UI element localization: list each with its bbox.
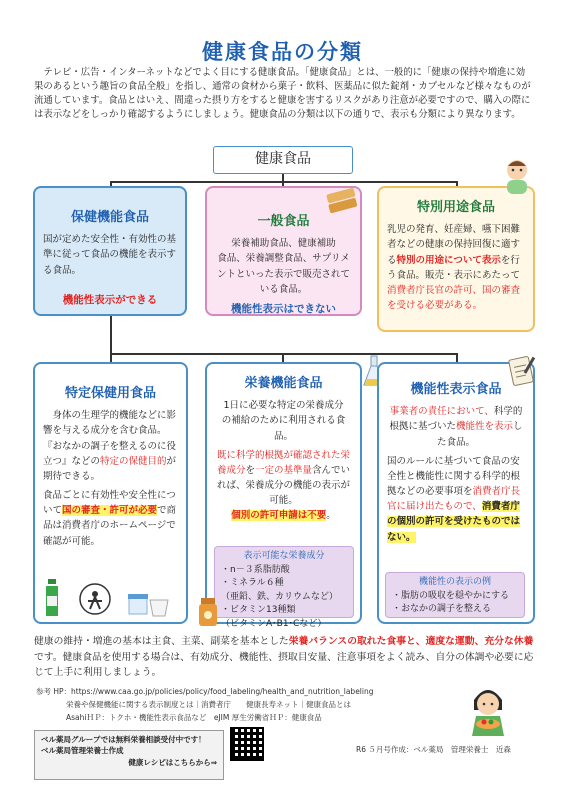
text-span-red: 機能性を表示 (455, 421, 513, 433)
card-title: 機能性表示食品 (410, 382, 502, 397)
note-line: ベル薬局グループでは無料栄養相談受付中です！ (41, 735, 206, 744)
text-span: した食品。 (436, 421, 523, 448)
qr-code-icon[interactable] (230, 727, 264, 761)
nutrient-list-box (214, 546, 354, 629)
yogurt-icon (126, 588, 170, 618)
root-category-box: 健康食品 (213, 146, 353, 174)
card-desc (215, 448, 352, 509)
text-span-red: 事業者の責任において、 (389, 406, 494, 418)
summary-paragraph (34, 634, 534, 681)
footer-credit: R6 ５月号作成：ベル薬局 管理栄養士 近森 (356, 745, 511, 754)
reference-url[interactable]: 参考 HP：https://www.caa.go.jp/policies/policy/food_labeling/health_and_nutrition_labeling (36, 687, 374, 696)
nutritionist-icon (458, 680, 518, 740)
card-tokubetsu-youto (377, 186, 535, 332)
connector-line (456, 353, 458, 362)
sub-box-title: 表示可能な栄養成分 (243, 551, 325, 561)
reference-item: 栄養や保健機能に関する表示制度とは｜消費者庁 健康長寿ネット｜健康食品とは (66, 699, 351, 709)
text-span: 乳児の発育、妊産婦、嚥下困難者などの健康の保持回復に適する (387, 224, 521, 266)
text-span-red: 消費者庁長官に届け出たもので、 (387, 486, 521, 513)
nutrient-item: ・ビタミン13種類 (221, 605, 296, 615)
example-item: ・おなかの調子を整える (392, 604, 492, 614)
connector-line (282, 353, 284, 362)
nutrient-item: ・n－３系脂肪酸 (221, 564, 290, 575)
text-span: 国のルールに基づいて食品の安全性と機能性に関する科学的根拠などの必要事項を (387, 455, 521, 498)
page-title: 健康食品の分類 (202, 40, 363, 64)
card-desc: 栄養補助食品、健康補助 (231, 238, 336, 250)
text-span: で商品は消費者庁のホームページで確認が可能。 (43, 505, 177, 547)
consultation-note-box (34, 730, 224, 780)
text-span-highlight: 特別の用途について表示 (396, 254, 501, 266)
card-desc: 食品、栄養調整食品、サプリメントといった表示で販売されている食品。 (216, 253, 350, 295)
connector-line (110, 353, 112, 362)
snack-bar-icon (325, 188, 359, 216)
card-desc (387, 222, 525, 313)
text-span: 身体の生理学的機能などに影響を与える成分を含む食品。『おなかの調子を整えるのに役立つ』などの (43, 410, 177, 467)
text-span: 含んでいれば、栄養成分の機能の表示が可能。 (216, 464, 351, 507)
nutrient-item: （亜鉛、鉄、カリウムなど） (221, 591, 338, 602)
text-span: を (245, 464, 255, 476)
connector-line (110, 316, 112, 354)
card-hoken-kinou (33, 186, 187, 316)
text-span: 科学的根拠に基づいた (389, 406, 523, 433)
text-span-red: 既に科学的根拠が確認された栄養成分 (216, 449, 350, 476)
reference-item: AsahiＨＰ：トクホ・機能性表示食品など eJIM 厚生労働省ＨＰ：健康食品 (66, 712, 322, 722)
text-span-red: 特定の保健目的 (100, 455, 167, 467)
card-note (215, 508, 352, 523)
text-span-highlight: 個別の許可申請は不要 (231, 510, 327, 522)
baby-icon (500, 158, 534, 198)
text-span-red: 一定の基準量 (255, 464, 313, 476)
supplement-bottle-icon (196, 597, 220, 627)
text-span: 。 (326, 510, 336, 522)
card-title: 栄養機能食品 (244, 376, 323, 391)
card-title: 保健機能食品 (70, 210, 149, 225)
text-span: を行う食品。販売・表示にあたって (387, 254, 521, 281)
text-span: です。健康食品を使用する場合は、有効成分、機能性、摂取目安量、注意事項をよく読み、自分の体調や必要に応じて上手に利用しましょう。 (34, 651, 534, 679)
note-line: ベル薬局管理栄養士作成 (41, 746, 124, 756)
card-title: 特定保健用食品 (64, 386, 156, 401)
tokuho-mark-icon (78, 582, 112, 616)
nutrient-item: ・ミネラル６種 (221, 578, 284, 588)
card-desc: 1日に必要な特定の栄養成分の補給のために利用される食品。 (221, 400, 346, 442)
function-example-box (385, 572, 525, 618)
nutrient-item: （ビタミンA･B1･Cなど） (221, 618, 327, 629)
tea-bottle-icon (40, 578, 64, 618)
text-span-red: 消費者庁長官の許可、国の審査を受ける必要がある。 (387, 284, 521, 312)
text-span: 健康の維持・増進の基本は主食、主菜、副菜を基本とした (34, 636, 289, 647)
card-desc (387, 454, 525, 545)
intro-paragraph: テレビ・広告・インターネットなどでよく目にする健康食品。「健康食品」とは、一般的に「健康の保持や増進に効果のあるという趣旨の食品全般」を指し、通常の食材から菓子・飲料、医薬品に似た錠剤・カプセルなど様々なものが流通しています。食品とはいえ、間違った摂り方をすると健康を害するリスクがあり注意が必要ですので、購入の際には表示などをしっかり確認するようにしましょう。健康食品の分類は以下の通りで、表示も分類により異なります。 (34, 67, 531, 121)
card-desc (43, 408, 178, 484)
card-desc (387, 404, 525, 450)
card-note: 機能性表示はできない (231, 302, 336, 315)
example-item: ・脂肪の吸収を穏やかにする (392, 590, 510, 601)
text-span: 食品ごとに有効性や安全性について (43, 490, 176, 517)
card-note: 機能性表示ができる (62, 293, 158, 306)
card-desc: 国が定めた安全性・有効性の基準に従って食品の機能を表示する食品。 (43, 234, 177, 276)
text-span-highlight: 国の審査・許可が必要 (62, 505, 158, 517)
text-span-highlight: 消費者庁の個別の許可を受けたものではない。 (387, 501, 521, 543)
clipboard-icon (508, 354, 536, 386)
text-span-highlight: 栄養バランスの取れた食事と、適度な運動、充分な休養 (288, 636, 534, 647)
card-desc (43, 488, 178, 549)
sub-box-title: 機能性の表示の例 (418, 577, 491, 587)
text-span: が期待できる。 (43, 455, 177, 482)
card-title: 一般食品 (257, 214, 310, 229)
card-title: 特別用途食品 (416, 200, 495, 215)
note-line[interactable]: 健康レシピはこちらから⇒ (128, 757, 217, 767)
